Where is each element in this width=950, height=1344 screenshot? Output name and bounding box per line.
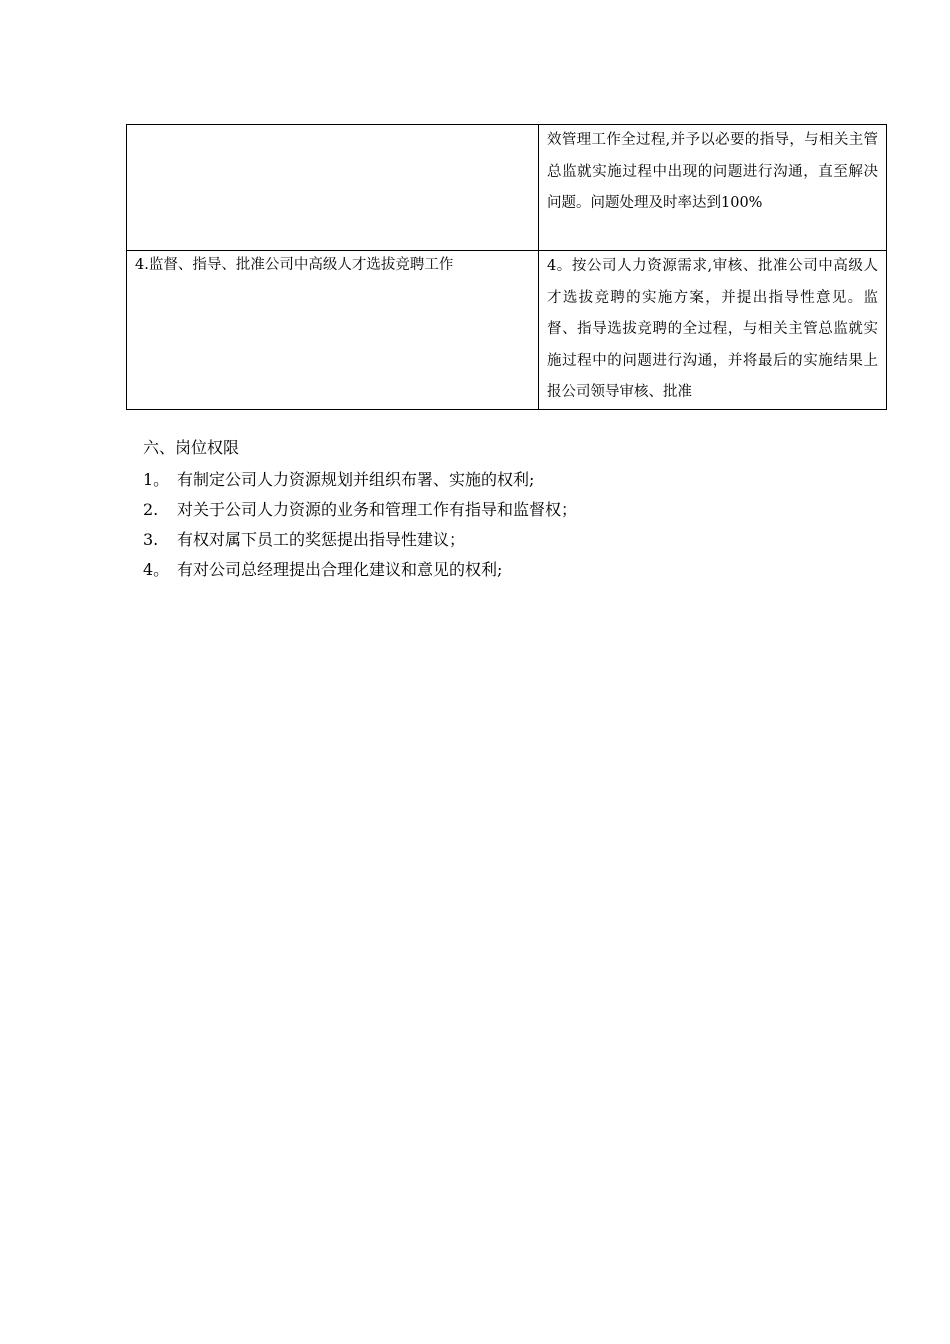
table-row <box>127 251 887 410</box>
permissions-section <box>143 435 863 585</box>
duty-cell: 4.监督、指导、批准公司中高级人才选拔竞聘工作 <box>127 251 539 410</box>
duty-table <box>126 124 887 410</box>
standard-cell: 效管理工作全过程,并予以必要的指导，与相关主管总监就实施过程中出现的问题进行沟通，直至解决问题。问题处理及时率达到100% <box>539 125 887 251</box>
table-row <box>127 125 887 251</box>
list-item <box>143 495 863 525</box>
permissions-list <box>143 465 863 585</box>
list-item-text: 对关于公司人力资源的业务和管理工作有指导和监督权； <box>177 500 578 519</box>
list-item-number: 4。 <box>143 560 170 579</box>
list-item <box>143 555 863 585</box>
duty-cell <box>127 125 539 251</box>
list-item-number: 2. <box>143 500 159 519</box>
list-item-number: 3. <box>143 530 159 549</box>
list-item <box>143 465 863 495</box>
list-item <box>143 525 863 555</box>
standard-cell: 4。按公司人力资源需求,审核、批准公司中高级人才选拔竞聘的实施方案，并提出指导性意见。监督、指导选拔竞聘的全过程，与相关主管总监就实施过程中的问题进行沟通，并将最后的实施结果上报公司领导审核、批准 <box>539 251 887 410</box>
section-title: 六、岗位权限 <box>143 438 240 457</box>
list-item-text: 有对公司总经理提出合理化建议和意见的权利; <box>177 560 503 579</box>
list-item-text: 有制定公司人力资源规划并组织布署、实施的权利; <box>177 470 535 489</box>
list-item-number: 1。 <box>143 470 170 489</box>
list-item-text: 有权对属下员工的奖惩提出指导性建议； <box>177 530 466 549</box>
